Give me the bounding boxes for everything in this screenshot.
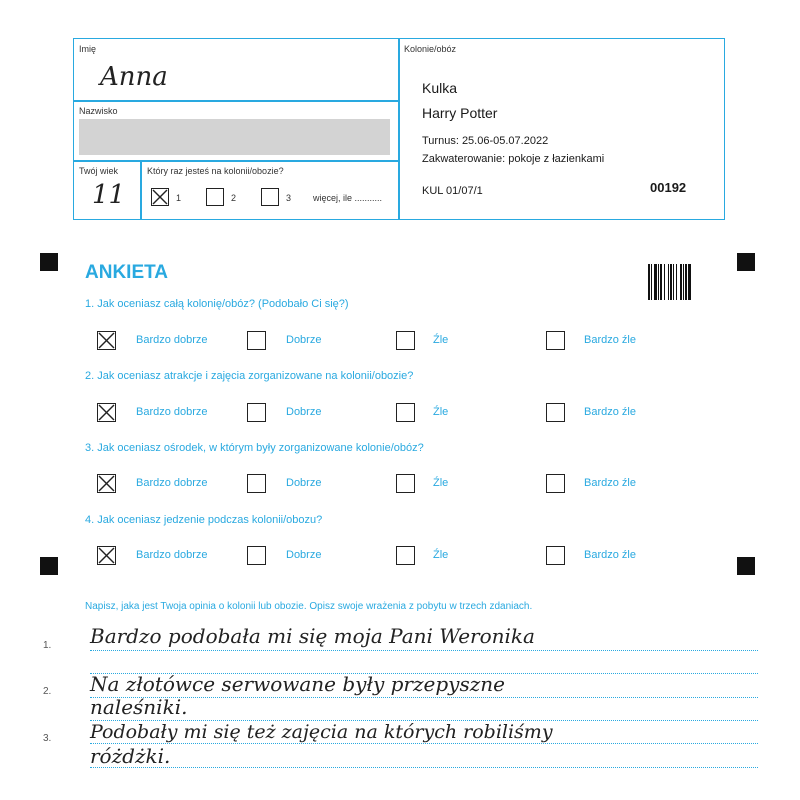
q1-option-label: Bardzo źle — [584, 334, 636, 346]
question-1: 1. Jak oceniasz całą kolonię/obóz? (Podobało Ci się?) — [85, 298, 349, 310]
q3-checkbox-bardzo-dobrze[interactable] — [97, 474, 116, 493]
barcode-bar — [685, 264, 687, 300]
barcode-bar — [658, 264, 659, 300]
question-4: 4. Jak oceniasz jedzenie podczas kolonii/obozu? — [85, 514, 323, 526]
accommodation: Zakwaterowanie: pokoje z łazienkami — [422, 153, 605, 165]
times-option-3: 3 — [286, 193, 292, 203]
times-option-2: 2 — [231, 193, 237, 203]
x-mark-icon — [98, 332, 115, 349]
form-number: 00192 — [650, 180, 687, 195]
answer-text-2b[interactable]: naleśniki. — [90, 695, 188, 719]
q1-option-label: Dobrze — [286, 334, 322, 346]
opinion-prompt: Napisz, jaka jest Twoja opinia o kolonii lub obozie. Opisz swoje wrażenia z pobytu w trzech zdaniach. — [85, 601, 533, 612]
barcode-bar — [673, 264, 674, 300]
x-mark-icon — [152, 189, 168, 205]
divider — [73, 160, 399, 162]
q1-checkbox-dobrze[interactable] — [247, 331, 266, 350]
barcode-bar — [648, 264, 650, 300]
survey-title: ANKIETA — [85, 262, 169, 283]
q4-option-label: Źle — [433, 549, 449, 561]
barcode-bar — [688, 264, 691, 300]
line-number: 3. — [43, 733, 52, 744]
camp-theme: Harry Potter — [422, 105, 498, 121]
q4-checkbox-bardzo-dobrze[interactable] — [97, 546, 116, 565]
q4-option-label: Bardzo dobrze — [136, 549, 208, 561]
times-more: więcej, ile ........... — [313, 193, 383, 203]
q4-checkbox-bardzo-zle[interactable] — [546, 546, 565, 565]
name-value[interactable]: Anna — [100, 62, 168, 92]
x-mark-icon — [98, 475, 115, 492]
answer-text-2[interactable]: Na złotówce serwowane były przepyszne — [90, 672, 505, 696]
times-checkbox-3[interactable] — [261, 188, 279, 206]
q1-option-label: Bardzo dobrze — [136, 334, 208, 346]
q3-option-label: Bardzo źle — [584, 477, 636, 489]
q2-checkbox-bardzo-zle[interactable] — [546, 403, 565, 422]
barcode-bar — [680, 264, 682, 300]
answer-text-3[interactable]: Podobały mi się też zajęcia na których robiliśmy — [90, 721, 553, 743]
turnus: Turnus: 25.06-05.07.2022 — [422, 135, 549, 147]
camp-name: Kulka — [422, 80, 458, 96]
surname-redacted — [79, 119, 390, 155]
times-option-1: 1 — [176, 193, 182, 203]
q2-option-label: Dobrze — [286, 406, 322, 418]
registration-marker — [40, 557, 58, 575]
barcode-bar — [683, 264, 684, 300]
q2-checkbox-zle[interactable] — [396, 403, 415, 422]
x-mark-icon — [98, 404, 115, 421]
x-mark-icon — [98, 547, 115, 564]
answer-text-3b[interactable]: różdżki. — [90, 744, 171, 768]
barcode-bar — [676, 264, 677, 300]
registration-marker — [737, 253, 755, 271]
line-number: 2. — [43, 686, 52, 697]
registration-marker — [40, 253, 58, 271]
line-number: 1. — [43, 640, 52, 651]
camp-label: Kolonie/obóz — [404, 44, 457, 54]
age-label: Twój wiek — [79, 166, 119, 176]
q2-option-label: Bardzo źle — [584, 406, 636, 418]
barcode-bar — [664, 264, 665, 300]
q3-checkbox-zle[interactable] — [396, 474, 415, 493]
times-label: Który raz jesteś na kolonii/obozie? — [147, 166, 284, 176]
q4-checkbox-zle[interactable] — [396, 546, 415, 565]
answer-text-1[interactable]: Bardzo podobała mi się moja Pani Weronika — [90, 624, 535, 648]
registration-marker — [737, 557, 755, 575]
question-2: 2. Jak oceniasz atrakcje i zajęcia zorganizowane na kolonii/obozie? — [85, 370, 414, 382]
q3-option-label: Dobrze — [286, 477, 322, 489]
times-checkbox-2[interactable] — [206, 188, 224, 206]
answer-line — [90, 697, 758, 698]
q2-option-label: Bardzo dobrze — [136, 406, 208, 418]
q3-option-label: Bardzo dobrze — [136, 477, 208, 489]
q3-checkbox-bardzo-zle[interactable] — [546, 474, 565, 493]
barcode-bar — [670, 264, 672, 300]
barcode-bar — [654, 264, 657, 300]
question-3: 3. Jak oceniasz ośrodek, w którym były zorganizowane kolonie/obóz? — [85, 442, 424, 454]
camp-code: KUL 01/07/1 — [422, 185, 483, 197]
q2-option-label: Źle — [433, 406, 449, 418]
q1-checkbox-bardzo-zle[interactable] — [546, 331, 565, 350]
barcode-bar — [660, 264, 662, 300]
barcode-bar — [651, 264, 652, 300]
name-label: Imię — [79, 44, 97, 54]
answer-line — [90, 650, 758, 651]
q4-option-label: Dobrze — [286, 549, 322, 561]
q4-checkbox-dobrze[interactable] — [247, 546, 266, 565]
answer-line — [90, 743, 758, 744]
age-value[interactable]: 11 — [92, 180, 126, 210]
q1-checkbox-zle[interactable] — [396, 331, 415, 350]
q4-option-label: Bardzo źle — [584, 549, 636, 561]
times-checkbox-1[interactable] — [151, 188, 169, 206]
q1-checkbox-bardzo-dobrze[interactable] — [97, 331, 116, 350]
divider — [73, 100, 399, 102]
surname-label: Nazwisko — [79, 106, 118, 116]
barcode-icon — [648, 264, 704, 300]
q2-checkbox-dobrze[interactable] — [247, 403, 266, 422]
divider — [398, 38, 400, 220]
q3-option-label: Źle — [433, 477, 449, 489]
divider — [140, 160, 142, 219]
q1-option-label: Źle — [433, 334, 449, 346]
answer-line — [90, 767, 758, 768]
barcode-bar — [668, 264, 669, 300]
q2-checkbox-bardzo-dobrze[interactable] — [97, 403, 116, 422]
q3-checkbox-dobrze[interactable] — [247, 474, 266, 493]
